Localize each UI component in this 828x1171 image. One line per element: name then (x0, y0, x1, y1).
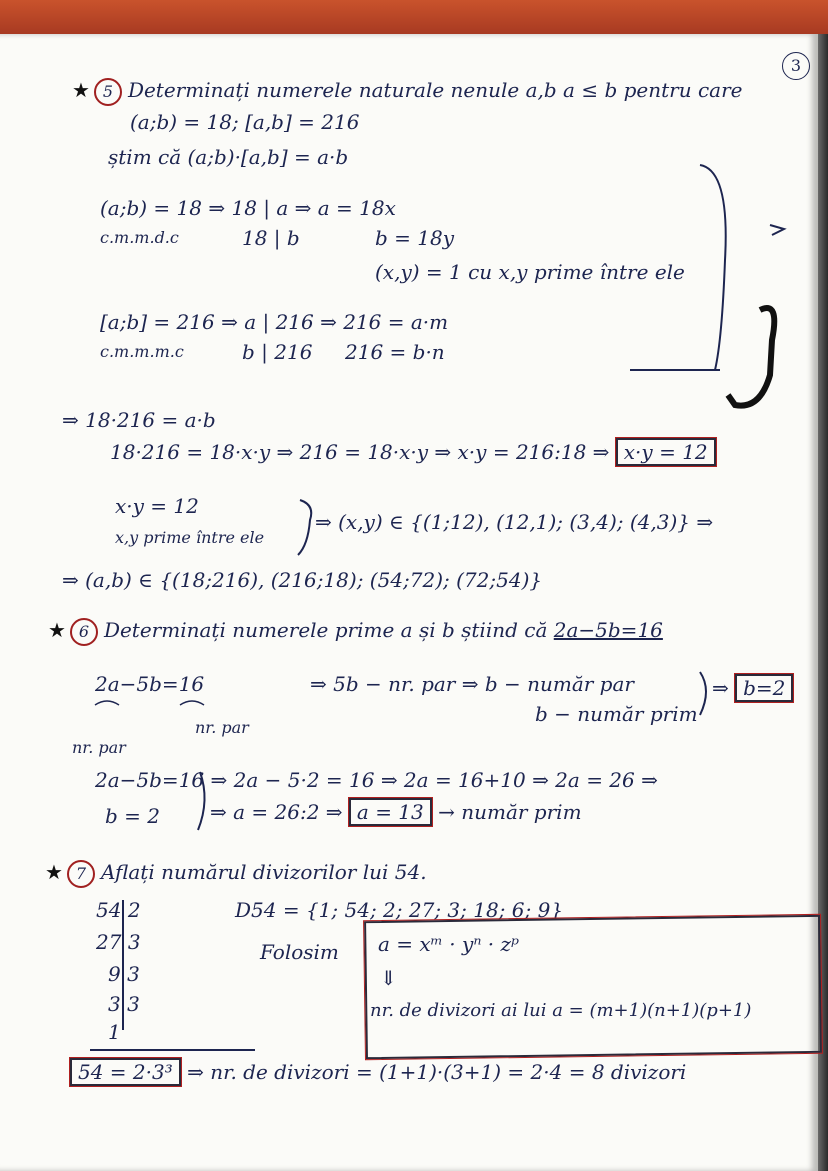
star-icon: ★ (48, 618, 66, 642)
ex7-factor-box: 54 = 2·3³ (70, 1058, 181, 1086)
ex6-note-b: nr. par (195, 718, 249, 737)
ex6-line3-text: ⇒ a = 26:2 ⇒ (210, 800, 343, 824)
factor-right: 3 (127, 930, 141, 954)
ex6-line3: b = 2 (105, 804, 160, 828)
ex7-title: Aflați numărul divizorilor lui 54. (100, 860, 427, 884)
ex6-title: Determinați numerele prime a și b știind că (103, 618, 548, 642)
ex5-known: știm că (a;b)·[a,b] = a·b (108, 145, 349, 169)
ex5-answer: ⇒ (a,b) ∈ {(18;216), (216;18); (54;72); (72;54)} (62, 568, 543, 592)
ex6-line3-tail: → număr prim (438, 800, 582, 824)
ex5-line9: x,y prime între ele (115, 528, 265, 547)
right-brace (700, 165, 726, 370)
system-brace (700, 672, 706, 715)
ex5-line6: ⇒ 18·216 = a·b (62, 408, 216, 432)
ex6-line1-result: ⇒ 5b − nr. par ⇒ b − număr par (310, 672, 634, 696)
ex6-number: 6 (70, 618, 98, 646)
ex5-line8: x·y = 12 (115, 494, 199, 518)
ex7-divisors: D54 = {1; 54; 2; 27; 3; 18; 6; 9} (235, 898, 564, 922)
ex5-line3: (x,y) = 1 cu x,y prime între ele (375, 260, 685, 284)
ex5-line5: b | 216 (242, 340, 313, 364)
underbrace-marks (95, 701, 204, 705)
page-number: 3 (782, 52, 810, 80)
ex5-line1: (a;b) = 18 ⇒ 18 | a ⇒ a = 18x (100, 196, 396, 220)
ex5-given: (a;b) = 18; [a,b] = 216 (130, 110, 360, 134)
ex5-xy-set: ⇒ (x,y) ∈ {(1;12), (12,1); (3,4); (4,3)} ⇒ (315, 510, 714, 534)
hook-arrow-icon (728, 308, 774, 406)
ex5-line5b: 216 = b·n (345, 340, 445, 364)
ex6-equation: 2a−5b=16 (553, 618, 663, 642)
ex7-result-text: ⇒ nr. de divizori = (1+1)·(3+1) = 2·4 = 8 divizori (187, 1060, 687, 1084)
factor-right: 2 (127, 898, 141, 922)
star-icon: ★ (72, 78, 90, 102)
factor-left: 54 (96, 898, 122, 922)
ex6-b-value: b=2 (735, 674, 793, 702)
ex7-use: Folosim (260, 940, 339, 964)
system-brace (198, 772, 205, 830)
ex6-line2: 2a−5b=16 ⇒ 2a − 5·2 = 16 ⇒ 2a = 16+10 ⇒ 2a = 26 ⇒ (95, 768, 658, 792)
ex6-line1-result2: b − număr prim (535, 702, 698, 726)
implies-arrow-icon (770, 225, 784, 235)
star-icon: ★ (45, 860, 63, 884)
ex6-a-box: a = 13 (349, 798, 432, 826)
ex5-lcm-note: c.m.m.m.c (100, 342, 184, 361)
ex5-gcd-note: c.m.m.d.c (100, 228, 179, 247)
ex6-b-box: ⇒ b=2 (712, 676, 793, 700)
ex7-formula1: a = xᵐ · yⁿ · zᵖ (378, 932, 520, 956)
ex6-note-a: nr. par (72, 738, 126, 757)
ex5-xy-box: x·y = 12 (616, 438, 716, 466)
factor-left: 1 (108, 1020, 121, 1044)
factor-left: 27 (96, 930, 122, 954)
factor-left: 3 (108, 992, 121, 1016)
ex5-line2b: b = 18y (375, 226, 455, 250)
factor-right: 3 (127, 992, 140, 1016)
ex7-arrow: ⇓ (380, 966, 397, 990)
ex5-line2: 18 | b (242, 226, 300, 250)
ex6-line1: 2a−5b=16 (95, 672, 205, 696)
ex5-title: Determinați numerele naturale nenule a,b a ≤ b pentru care (127, 78, 743, 102)
factor-right: 3 (127, 962, 140, 986)
ex7-formula2: nr. de divizori ai lui a = (m+1)(n+1)(p+1) (370, 1000, 752, 1021)
ex5-line7-text: 18·216 = 18·x·y ⇒ 216 = 18·x·y ⇒ x·y = 216:18 ⇒ (110, 440, 610, 464)
ex5-number: 5 (94, 78, 122, 106)
ex5-line4: [a;b] = 216 ⇒ a | 216 ⇒ 216 = a·m (100, 310, 449, 334)
factor-left: 9 (108, 962, 121, 986)
system-brace (298, 500, 311, 555)
ex7-number: 7 (67, 860, 95, 888)
